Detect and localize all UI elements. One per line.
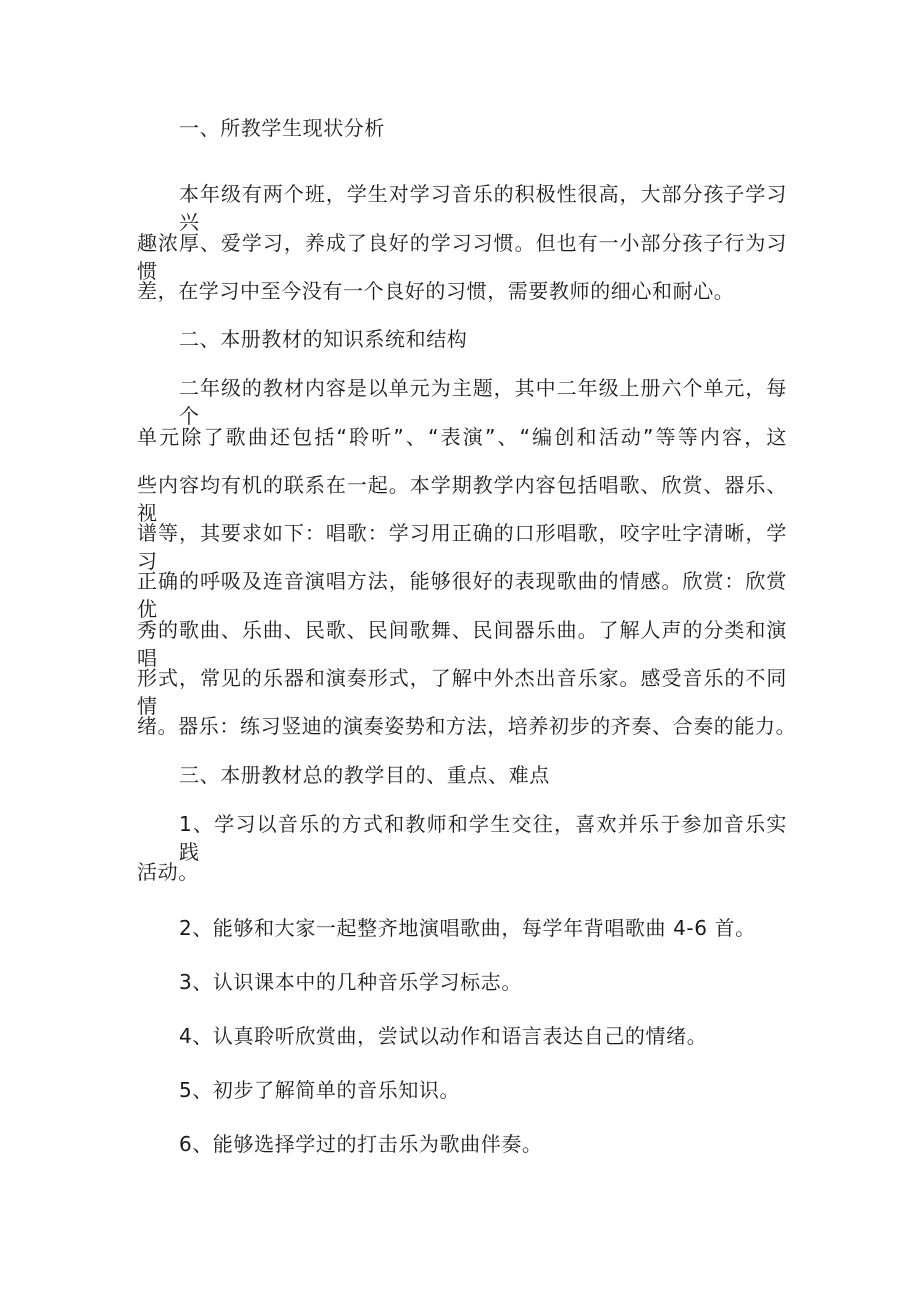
list-item-5: 5、初步了解简单的音乐知识。 xyxy=(179,1078,461,1102)
paragraph-1-line-3: 差，在学习中至今没有一个良好的习惯，需要教师的细心和耐心。 xyxy=(137,279,735,303)
paragraph-2-line-7: 形式，常见的乐器和演奏形式，了解中外杰出音乐家。感受音乐的不同情 xyxy=(137,666,787,718)
section-heading-1: 一、所教学生现状分析 xyxy=(179,116,385,140)
paragraph-2-line-5: 正确的呼吸及连音演唱方法，能够很好的表现歌曲的情感。欣赏：欣赏优 xyxy=(137,569,787,621)
list-item-3: 3、认识课本中的几种音乐学习标志。 xyxy=(179,970,522,994)
paragraph-2-line-2: 单元除了歌曲还包括“聆听”、“表演”、“编创和活动”等等内容，这 xyxy=(137,425,787,449)
paragraph-1-line-2: 趣浓厚、爱学习，养成了良好的学习习惯。但也有一小部分孩子行为习惯 xyxy=(137,231,787,283)
list-item-2: 2、能够和大家一起整齐地演唱歌曲，每学年背唱歌曲 4-6 首。 xyxy=(179,916,756,940)
section-heading-3: 三、本册教材总的教学目的、重点、难点 xyxy=(179,763,550,787)
list-item-4: 4、认真聆听欣赏曲，尝试以动作和语言表达自己的情绪。 xyxy=(179,1024,708,1048)
list-item-6: 6、能够选择学过的打击乐为歌曲伴奏。 xyxy=(179,1132,543,1156)
section-heading-2: 二、本册教材的知识系统和结构 xyxy=(179,327,468,351)
list-item-1-line-1: 1、学习以音乐的方式和教师和学生交往，喜欢并乐于参加音乐实践 xyxy=(179,812,787,864)
paragraph-2-line-1: 二年级的教材内容是以单元为主题，其中二年级上册六个单元，每个 xyxy=(179,376,787,428)
paragraph-2-line-3: 些内容均有机的联系在一起。本学期教学内容包括唱歌、欣赏、器乐、视 xyxy=(137,473,787,525)
list-item-1-line-2: 活动。 xyxy=(137,860,199,884)
paragraph-2-line-8: 绪。器乐：练习竖迪的演奏姿势和方法，培养初步的齐奏、合奏的能力。 xyxy=(137,714,797,738)
paragraph-2-line-6: 秀的歌曲、乐曲、民歌、民间歌舞、民间器乐曲。了解人声的分类和演唱 xyxy=(137,618,787,670)
paragraph-1-line-1: 本年级有两个班，学生对学习音乐的积极性很高，大部分孩子学习兴 xyxy=(179,182,787,234)
paragraph-2-line-4: 谱等，其要求如下：唱歌：学习用正确的口形唱歌，咬字吐字清晰，学习 xyxy=(137,521,787,573)
